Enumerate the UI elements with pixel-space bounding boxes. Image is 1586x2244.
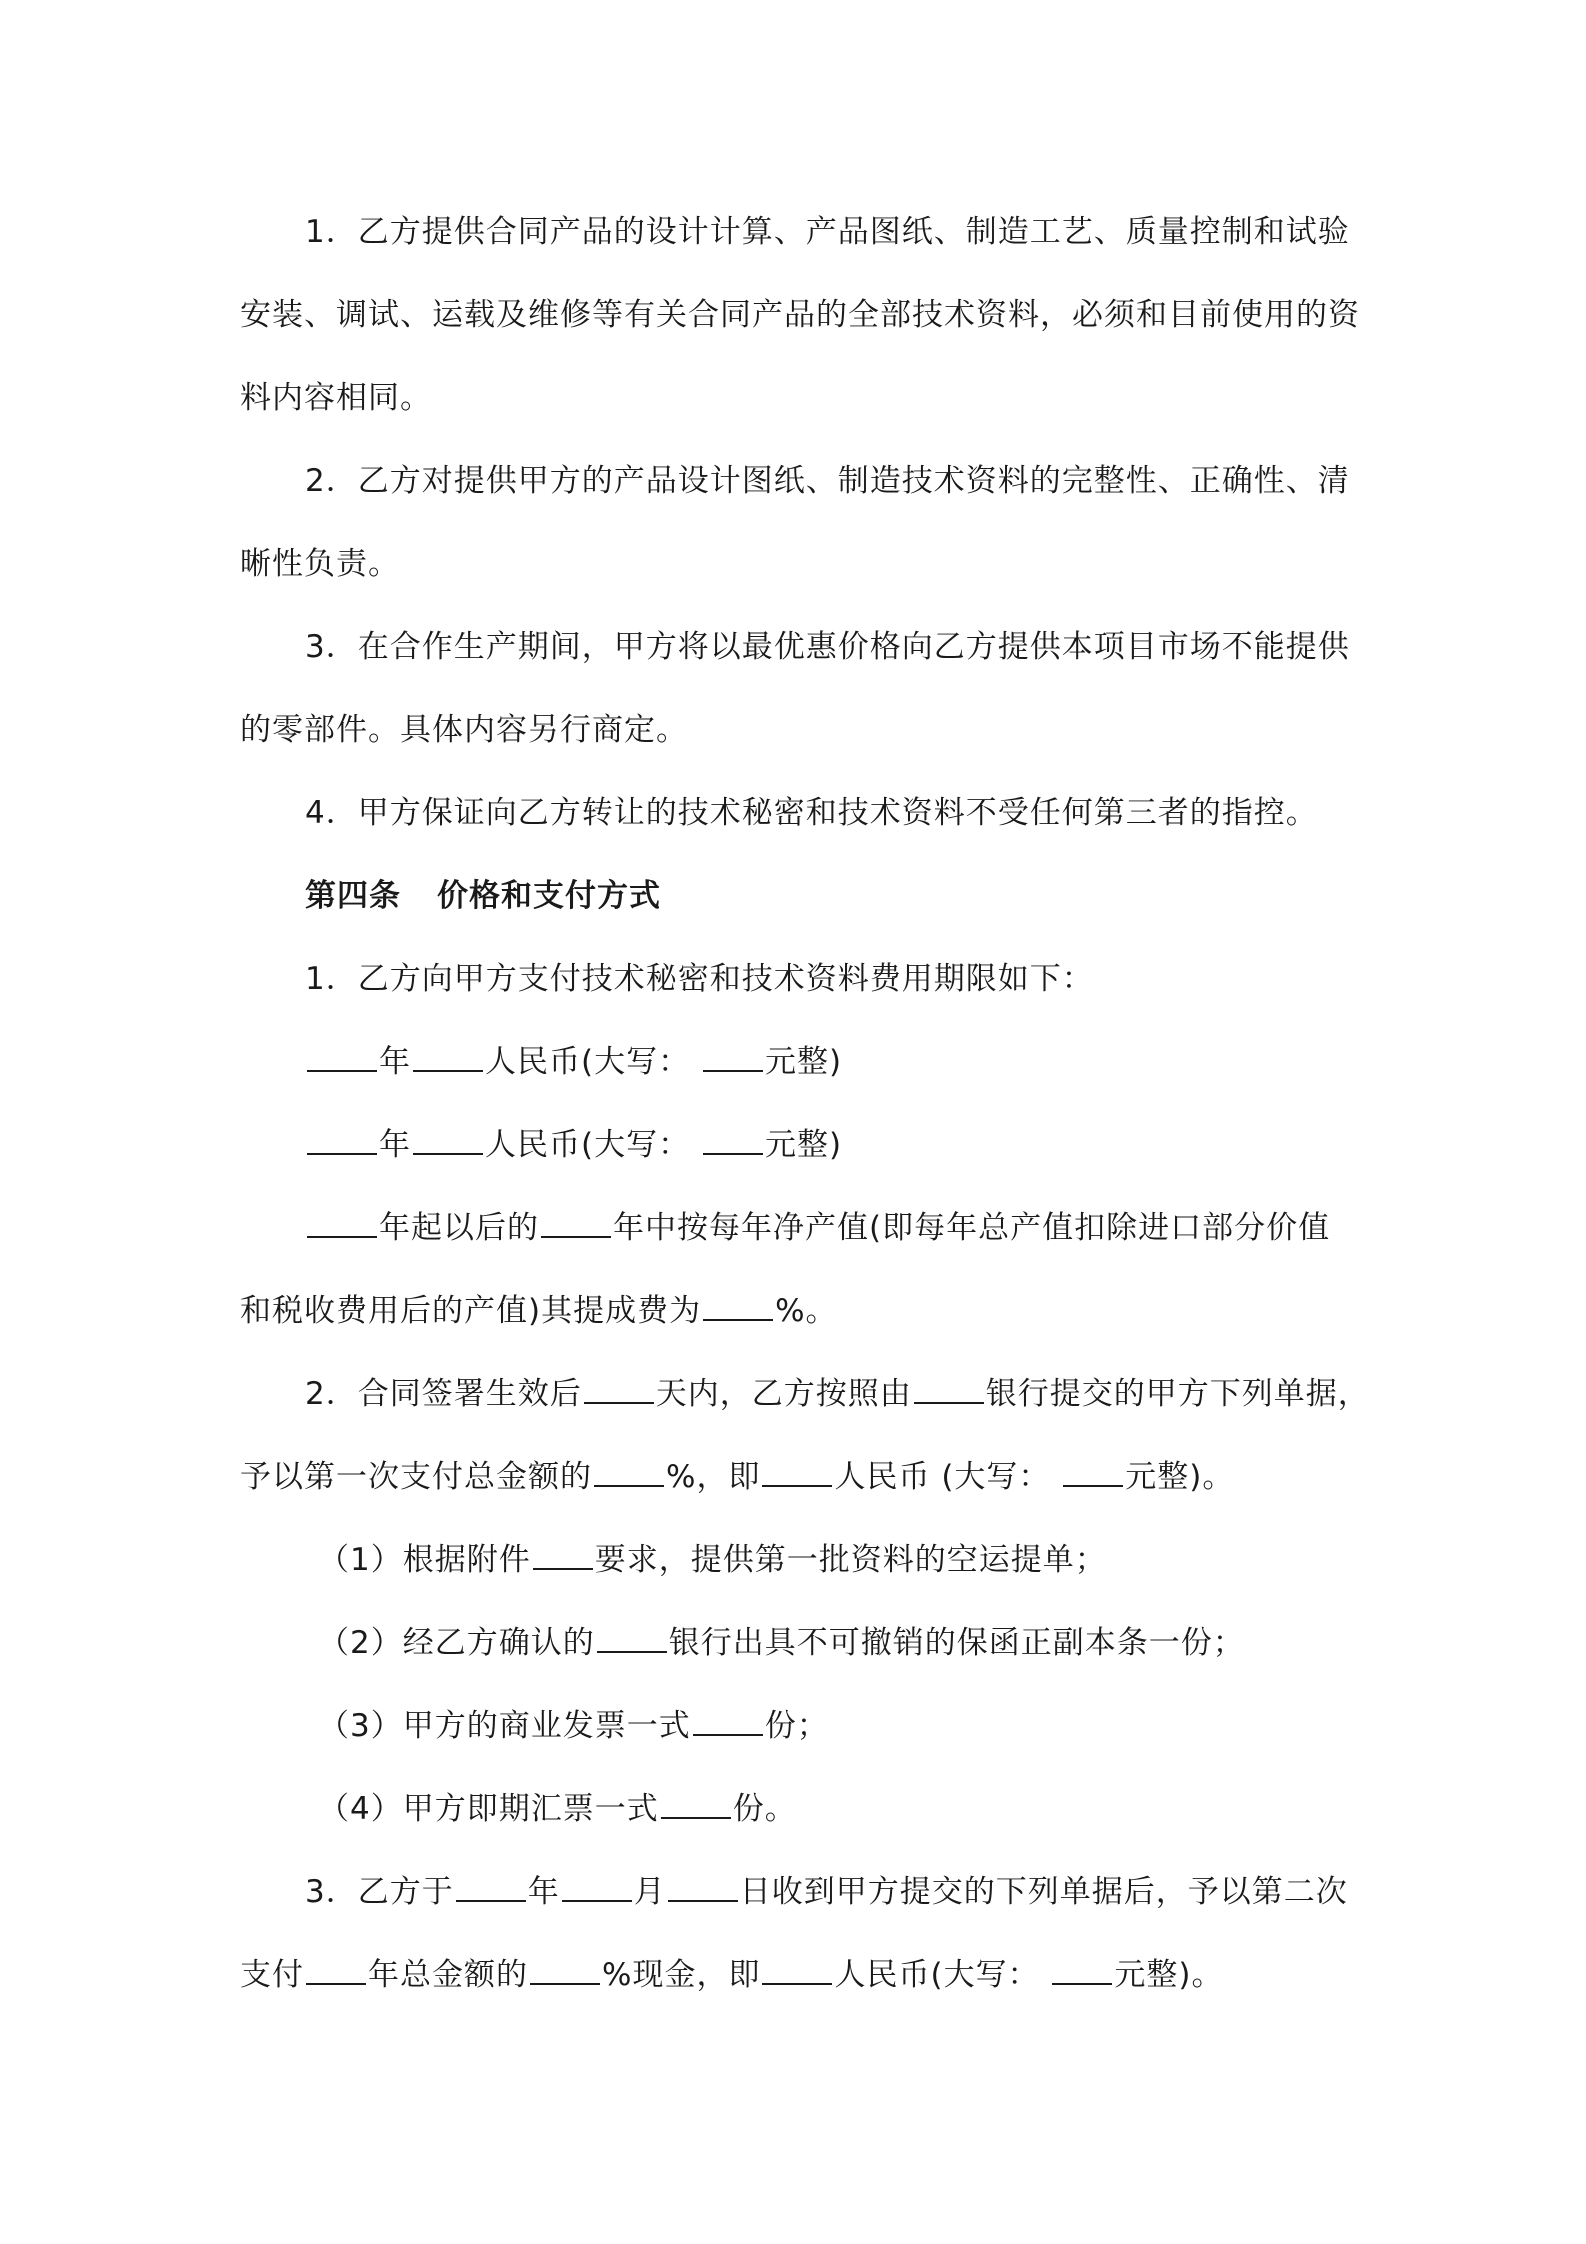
- label-yuan: 元整): [764, 1044, 843, 1080]
- payment-3-line-2: [240, 1955, 1224, 1995]
- clause-3-line-2: 的零部件。具体内容另行商定。: [240, 712, 688, 748]
- blank-field: [562, 1872, 632, 1902]
- blank-field: [533, 1540, 593, 1570]
- blank-field: [307, 1208, 377, 1238]
- text-fragment: 3．乙方于: [305, 1874, 454, 1910]
- blank-field: [594, 1457, 664, 1487]
- blank-field: [307, 1125, 377, 1155]
- blank-field: [762, 1457, 832, 1487]
- text-fragment: 年中按每年净产值(即每年总产值扣除进口部分价值: [613, 1210, 1331, 1246]
- text-fragment: 年起以后的: [379, 1210, 539, 1246]
- payment-row-2: [305, 1125, 842, 1165]
- article-4-heading: [305, 876, 661, 916]
- blank-field: [703, 1125, 763, 1155]
- blank-field: [541, 1208, 611, 1238]
- text-fragment: 月: [633, 1874, 666, 1910]
- blank-field: [1052, 1955, 1112, 1985]
- blank-field: [306, 1955, 366, 1985]
- label-rmb: 人民币(大写：: [485, 1044, 691, 1080]
- text-fragment: 元整)。: [1114, 1957, 1224, 1993]
- text-fragment: （3）甲方的商业发票一式: [318, 1708, 691, 1744]
- text-fragment: 银行出具不可撤销的保函正副本条一份；: [668, 1625, 1245, 1661]
- label-year: 年: [379, 1044, 411, 1080]
- text-fragment: 银行提交的甲方下列单据，: [985, 1376, 1370, 1412]
- clause-2-line-2: 晰性负责。: [240, 546, 400, 582]
- royalty-line-1: [305, 1208, 1330, 1248]
- text-fragment: 人民币(大写：: [834, 1957, 1040, 1993]
- clause-1-line-3: 料内容相同。: [240, 380, 432, 416]
- text-fragment: 年总金额的: [368, 1957, 528, 1993]
- blank-field: [668, 1872, 738, 1902]
- clause-4-line-1: 4．甲方保证向乙方转让的技术秘密和技术资料不受任何第三者的指控。: [305, 795, 1318, 831]
- text-fragment: 天内，乙方按照由: [655, 1376, 912, 1412]
- blank-field: [413, 1042, 483, 1072]
- payment-2-line-1: [305, 1374, 1370, 1414]
- payment-row-1: [305, 1042, 842, 1082]
- blank-field: [762, 1955, 832, 1985]
- text-fragment: 元整)。: [1125, 1459, 1235, 1495]
- text-fragment: 2．合同签署生效后: [305, 1376, 582, 1412]
- text-fragment: 日收到甲方提交的下列单据后，予以第二次: [739, 1874, 1348, 1910]
- document-item-4: [318, 1789, 797, 1829]
- royalty-line-2: [240, 1291, 838, 1331]
- text-fragment: 和税收费用后的产值)其提成费为: [240, 1293, 702, 1329]
- text-fragment: %。: [775, 1293, 838, 1329]
- blank-field: [1063, 1457, 1123, 1487]
- blank-field: [584, 1374, 654, 1404]
- blank-field: [307, 1042, 377, 1072]
- text-fragment: 人民币: [834, 1459, 931, 1495]
- label-yuan: 元整): [764, 1127, 843, 1163]
- blank-field: [661, 1789, 731, 1819]
- text-fragment: 年: [527, 1874, 560, 1910]
- blank-field: [530, 1955, 600, 1985]
- text-fragment: （2）经乙方确认的: [318, 1625, 595, 1661]
- blank-field: [693, 1706, 763, 1736]
- blank-field: [703, 1291, 773, 1321]
- text-fragment: （1）根据附件: [318, 1542, 531, 1578]
- blank-field: [597, 1623, 667, 1653]
- clause-1-line-2: 安装、调试、运载及维修等有关合同产品的全部技术资料，必须和目前使用的资: [240, 297, 1360, 333]
- payment-3-line-1: [305, 1872, 1348, 1912]
- text-fragment: (大写：: [941, 1459, 1051, 1495]
- text-fragment: （4）甲方即期汇票一式: [318, 1791, 659, 1827]
- text-fragment: 份；: [764, 1708, 829, 1744]
- blank-field: [456, 1872, 526, 1902]
- clause-1-line-1: 1．乙方提供合同产品的设计计算、产品图纸、制造工艺、质量控制和试验: [305, 214, 1350, 250]
- article-4-number: 第四条: [305, 878, 401, 914]
- text-fragment: 要求，提供第一批资料的空运提单；: [594, 1542, 1107, 1578]
- text-fragment: 支付: [240, 1957, 304, 1993]
- blank-field: [413, 1125, 483, 1155]
- payment-term-intro: 1．乙方向甲方支付技术秘密和技术资料费用期限如下：: [305, 961, 1094, 997]
- article-4-title: 价格和支付方式: [437, 878, 661, 914]
- document-item-2: [318, 1623, 1245, 1663]
- label-rmb: 人民币(大写：: [485, 1127, 691, 1163]
- clause-2-line-1: 2．乙方对提供甲方的产品设计图纸、制造技术资料的完整性、正确性、清: [305, 463, 1350, 499]
- text-fragment: 予以第一次支付总金额的: [240, 1459, 592, 1495]
- text-fragment: %现金，即: [602, 1957, 761, 1993]
- document-item-1: [318, 1540, 1107, 1580]
- text-fragment: 份。: [732, 1791, 797, 1827]
- blank-field: [703, 1042, 763, 1072]
- clause-3-line-1: 3．在合作生产期间，甲方将以最优惠价格向乙方提供本项目市场不能提供: [305, 629, 1350, 665]
- document-item-3: [318, 1706, 829, 1746]
- blank-field: [914, 1374, 984, 1404]
- payment-2-line-2: [240, 1457, 1234, 1497]
- label-year: 年: [379, 1127, 411, 1163]
- text-fragment: %，即: [666, 1459, 761, 1495]
